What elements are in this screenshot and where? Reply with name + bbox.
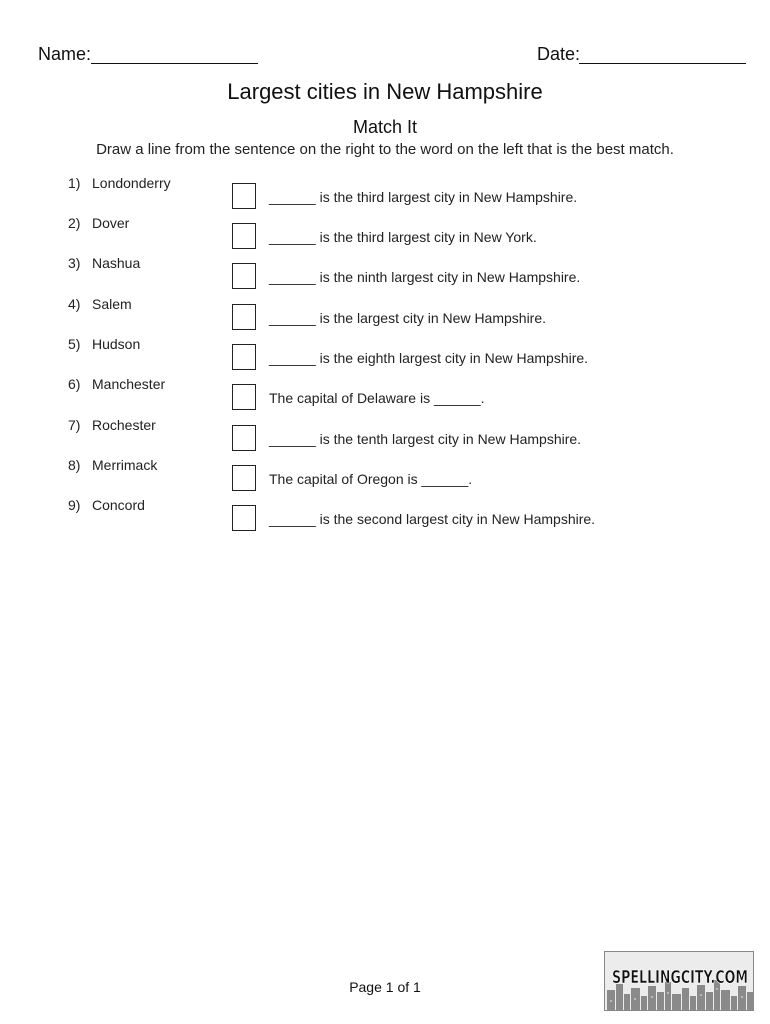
sentence-item: ______ is the tenth largest city in New Hampshire. xyxy=(269,431,582,447)
spellingcity-logo xyxy=(604,951,754,1011)
answer-box[interactable] xyxy=(232,425,256,451)
page-number: Page 1 of 1 xyxy=(349,979,421,995)
word-item: 2) Dover xyxy=(68,215,130,231)
page-title: Largest cities in New Hampshire xyxy=(227,79,543,104)
answer-box[interactable] xyxy=(232,384,256,410)
word-item: 3) Nashua xyxy=(68,255,141,271)
sentence-item: ______ is the third largest city in New York. xyxy=(269,229,537,245)
sentence-item: The capital of Oregon is ______. xyxy=(269,471,473,487)
answer-box[interactable] xyxy=(232,505,256,531)
sentence-item: ______ is the eighth largest city in New Hampshire. xyxy=(269,350,589,366)
answer-box[interactable] xyxy=(232,304,256,330)
word-item: 5) Hudson xyxy=(68,336,141,352)
word-item: 1) Londonderry xyxy=(68,175,171,191)
sentence-item: ______ is the third largest city in New Hampshire. xyxy=(269,189,578,205)
instructions: Draw a line from the sentence on the right to the word on the left that is the best match. xyxy=(96,141,674,158)
answer-box[interactable] xyxy=(232,465,256,491)
svg-text:SPELLINGCITY.COM: SPELLINGCITY.COM xyxy=(612,967,748,988)
date-blank-line xyxy=(579,63,746,64)
word-item: 6) Manchester xyxy=(68,376,166,392)
word-item: 9) Concord xyxy=(68,497,145,513)
sentence-item: ______ is the largest city in New Hampshire. xyxy=(269,310,547,326)
word-item: 7) Rochester xyxy=(68,417,156,433)
answer-box[interactable] xyxy=(232,344,256,370)
word-item: 8) Merrimack xyxy=(68,457,158,473)
sentence-item: The capital of Delaware is ______. xyxy=(269,390,485,406)
name-label: Name: xyxy=(38,44,92,64)
sentence-item: ______ is the second largest city in New Hampshire. xyxy=(269,511,596,527)
answer-box[interactable] xyxy=(232,223,256,249)
answer-box[interactable] xyxy=(232,263,256,289)
word-item: 4) Salem xyxy=(68,296,132,312)
page-subtitle: Match It xyxy=(352,117,418,137)
date-label: Date: xyxy=(537,44,581,64)
name-blank-line xyxy=(91,63,258,64)
answer-box[interactable] xyxy=(232,183,256,209)
sentence-item: ______ is the ninth largest city in New Hampshire. xyxy=(269,269,581,285)
